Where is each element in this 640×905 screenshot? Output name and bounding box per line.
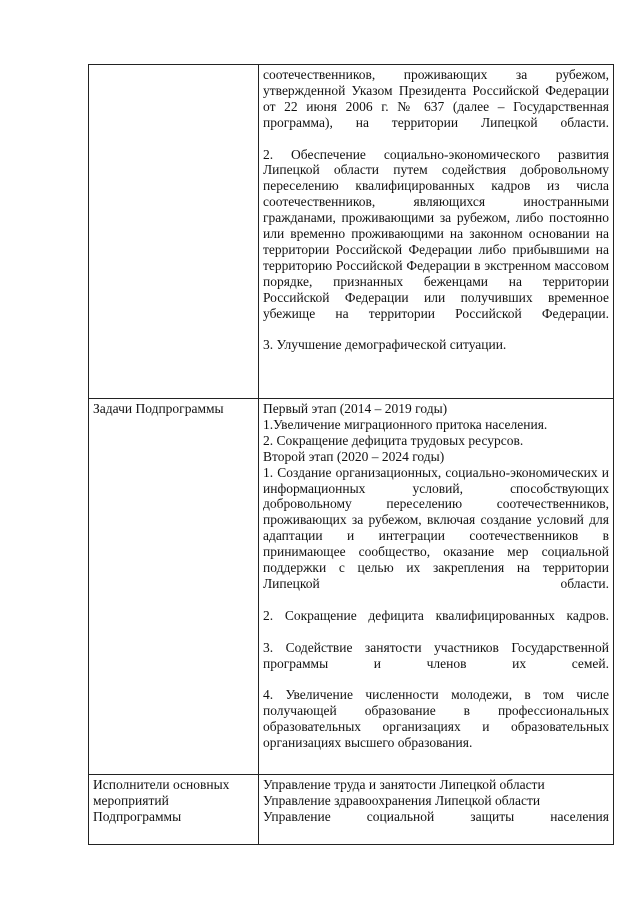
tasks-line: 2. Сокращение дефицита трудовых ресурсов. [263, 432, 524, 448]
tasks-line: 4. Увеличение численности молодежи, в том числе получающей образование в профессиональных образовательных организациях и образовательных организациях высшего образования. [263, 687, 609, 751]
tasks-line: 1. Создание организационных, социально-экономических и информационных условий, способствующих добровольному переселению соотечественников, проживающих за рубежом, включая создание условий для адаптации и интеграции соотечественников в принимающее сообщество, оказание мер социальной поддержки с целью их закрепления на территории Липецкой области. [263, 464, 609, 591]
goals-paragraph: соотечественников, проживающих за рубежом, утвержденной Указом Президента Российской Федерации от 22 июня 2006 г. № 637 (далее – Государственная программа), на территории Липецкой области. [263, 67, 609, 130]
tasks-line: Первый этап (2014 – 2019 годы) [263, 401, 448, 416]
executors-label-cell [89, 775, 259, 845]
table-row [89, 399, 614, 775]
table-row [89, 775, 614, 845]
goals-paragraph: 3. Улучшение демографической ситуации. [263, 337, 507, 353]
tasks-label-cell [89, 399, 259, 775]
executors-value-cell [259, 775, 614, 845]
executors-label: Исполнители основных мероприятий Подпрограммы [93, 777, 230, 824]
goals-value-cell [259, 65, 614, 399]
executors-line: Управление труда и занятости Липецкой области [263, 777, 545, 792]
subprogram-passport-table [88, 64, 614, 845]
table-row [89, 65, 614, 399]
tasks-line: 3. Содействие занятости участников Государственной программы и членов их семей. [263, 639, 609, 671]
goals-paragraph: 2. Обеспечение социально-экономического развития Липецкой области путем содействия добровольному переселению квалифицированных кадров из числа соотечественников, являющихся иностранными гражданами, проживающими за рубежом, либо постоянно или временно проживающими на законном основании на территории Российской Федерации либо прибывшими на территорию Российской Федерации в экстренном массовом порядке, признанных беженцами на территории Российской Федерации или получивших временное убежище на территории Российской Федерации. [263, 146, 609, 321]
executors-line: Управление здравоохранения Липецкой области [263, 792, 541, 808]
tasks-line: 2. Сокращение дефицита квалифицированных кадров. [263, 607, 609, 623]
tasks-label: Задачи Подпрограммы [93, 401, 224, 416]
executors-line: Управление социальной защиты населения [263, 808, 609, 824]
goals-label-cell [89, 65, 259, 399]
tasks-value-cell [259, 399, 614, 775]
tasks-line: 1.Увеличение миграционного притока населения. [263, 416, 548, 432]
tasks-line: Второй этап (2020 – 2024 годы) [263, 448, 445, 464]
